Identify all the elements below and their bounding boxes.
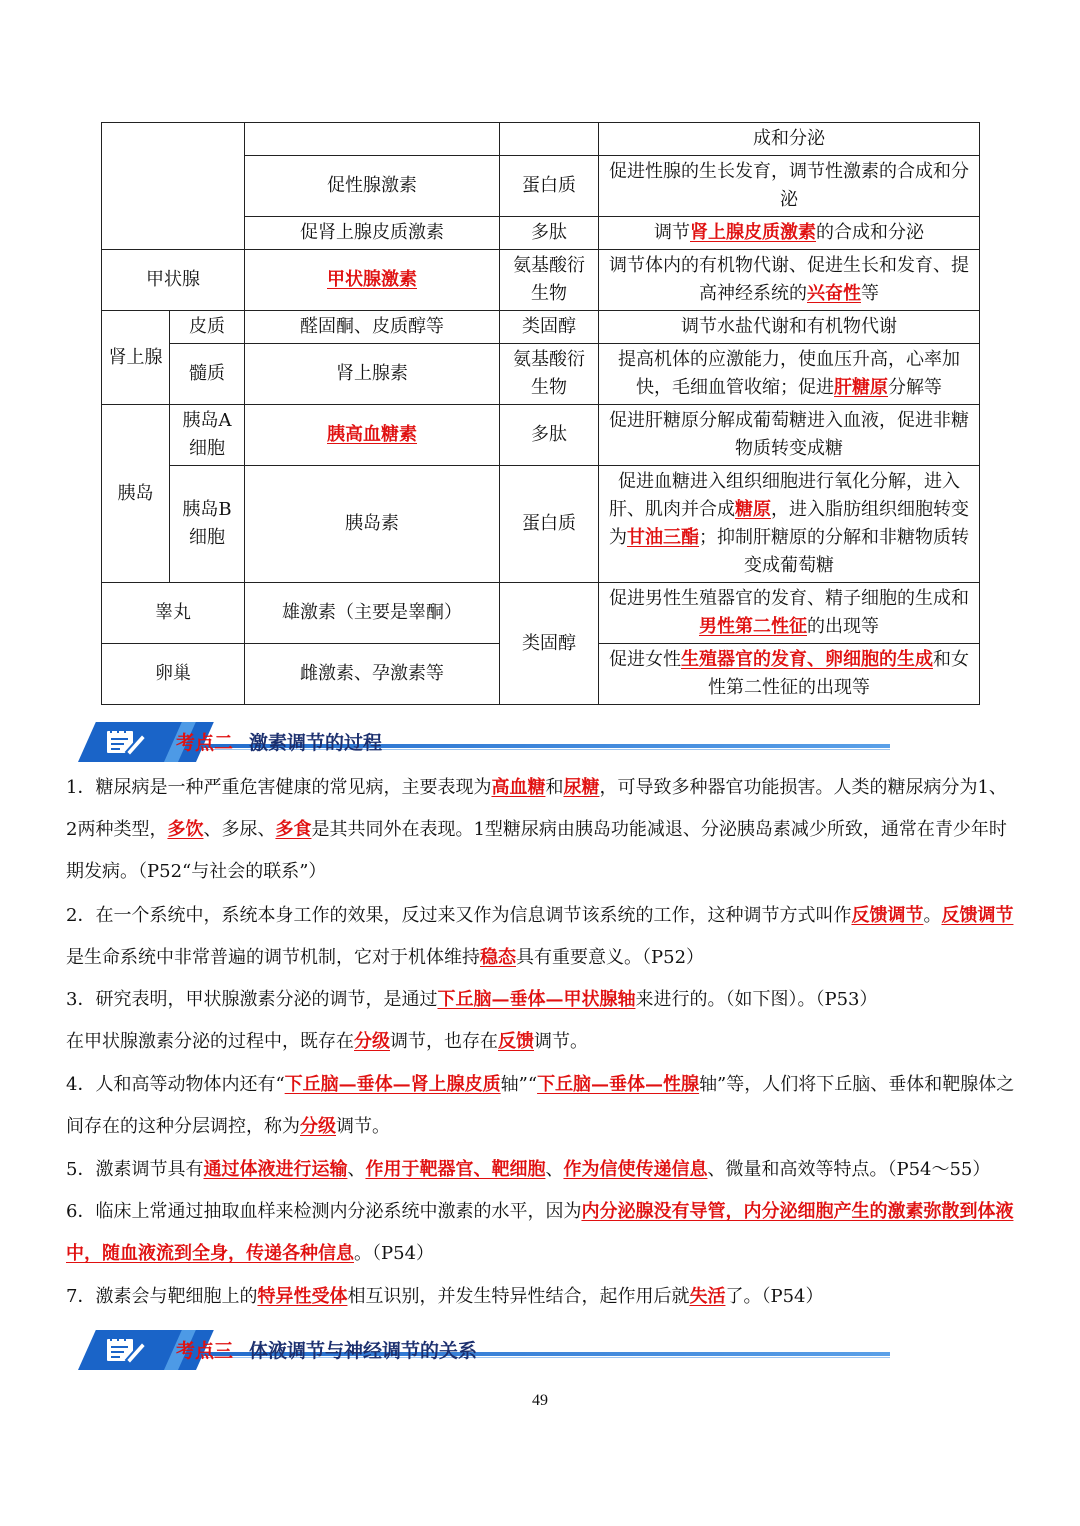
- table-cell: [245, 405, 500, 466]
- table-cell: 胰岛A细胞: [170, 405, 245, 466]
- highlight-text: 男性第二性征: [699, 616, 807, 637]
- section-header-3: [66, 1330, 896, 1374]
- highlight-text: 肝糖原: [834, 377, 888, 398]
- highlight-text: 糖原: [735, 499, 771, 520]
- highlight-text: 高血糖: [491, 777, 546, 798]
- section-header-2: [66, 722, 896, 766]
- table-row: [102, 123, 980, 156]
- section-number: 考点三: [176, 1340, 234, 1362]
- table-cell: 肾上腺: [102, 311, 170, 405]
- table-row: [102, 405, 980, 466]
- highlight-text: 失活: [689, 1286, 726, 1307]
- highlight-text: 分级: [354, 1031, 390, 1052]
- paragraph-3: 3．研究表明，甲状腺激素分泌的调节，是通过下丘脑—垂体—甲状腺轴来进行的。（如下图）。（P53）: [66, 989, 878, 1010]
- paragraph-1: 1．糖尿病是一种严重危害健康的常见病，主要表现为高血糖和尿糖，可导致多种器官功能损害。人类的糖尿病分为1、2两种类型，多饮、多尿、多食是其共同外在表现。1型糖尿病由胰岛功能减退、分泌胰岛素减少所致，通常在青少年时期发病。（P52“与社会的联系”）: [66, 777, 1007, 882]
- table-row: [102, 344, 980, 405]
- table-cell: 多肽: [500, 217, 599, 250]
- section-title-text: 激素调节的过程: [249, 732, 383, 754]
- highlight-text: 反馈调节: [941, 905, 1014, 926]
- table-cell: 类固醇: [500, 583, 599, 705]
- highlight-text: 作用于靶器官、靶细胞: [365, 1159, 546, 1180]
- highlight-text: 甲状腺激素: [327, 269, 417, 290]
- highlight-text: 下丘脑—垂体—性腺: [537, 1074, 700, 1095]
- table-cell: 氨基酸衍生物: [500, 250, 599, 311]
- table-cell: 醛固酮、皮质醇等: [245, 311, 500, 344]
- table-cell: 胰岛B细胞: [170, 466, 245, 583]
- table-cell: 提高机体的应激能力，使血压升高，心率加快，毛细血管收缩；促进肝糖原分解等: [599, 344, 980, 405]
- table-cell: 睾丸: [102, 583, 245, 644]
- table-cell: 雌激素、孕激素等: [245, 644, 500, 705]
- notepad-pencil-icon: [102, 1333, 148, 1365]
- table-cell: 多肽: [500, 405, 599, 466]
- table-cell: 促肾上腺皮质激素: [245, 217, 500, 250]
- highlight-text: 肾上腺皮质激素: [690, 222, 816, 243]
- table-cell: 促进血糖进入组织细胞进行氧化分解，进入肝、肌肉并合成糖原，进入脂肪组织细胞转变为甘油三酯；抑制肝糖原的分解和非糖物质转变成葡萄糖: [599, 466, 980, 583]
- highlight-text: 多饮: [167, 819, 204, 840]
- table-cell: [102, 123, 245, 250]
- table-cell: 类固醇: [500, 311, 599, 344]
- section-title: [176, 1336, 477, 1363]
- highlight-text: 甘油三酯: [627, 527, 699, 548]
- highlight-text: 通过体液进行运输: [203, 1159, 348, 1180]
- paragraph-2: 2．在一个系统中，系统本身工作的效果，反过来又作为信息调节该系统的工作，这种调节方式叫作反馈调节。反馈调节是生命系统中非常普遍的调节机制，它对于机体维持稳态具有重要意义。（P52）: [66, 905, 1014, 968]
- paragraph-4: 4．人和高等动物体内还有“下丘脑—垂体—肾上腺皮质轴”“下丘脑—垂体—性腺轴”等，人们将下丘脑、垂体和靶腺体之间存在的这种分层调控，称为分级调节。: [66, 1074, 1015, 1137]
- highlight-text: 尿糖: [563, 777, 600, 798]
- table-row: [102, 466, 980, 583]
- table-cell: [245, 250, 500, 311]
- highlight-text: 反馈调节: [851, 905, 924, 926]
- table-cell: 促进男性生殖器官的发育、精子细胞的生成和男性第二性征的出现等: [599, 583, 980, 644]
- table-cell: 调节水盐代谢和有机物代谢: [599, 311, 980, 344]
- table-cell: 胰岛: [102, 405, 170, 583]
- table-cell: 肾上腺素: [245, 344, 500, 405]
- highlight-text: 稳态: [480, 947, 516, 968]
- table-cell: 促进女性生殖器官的发育、卵细胞的生成和女性第二性征的出现等: [599, 644, 980, 705]
- table-cell: 卵巢: [102, 644, 245, 705]
- table-cell: [500, 123, 599, 156]
- section-title: [176, 728, 382, 755]
- table-row: [102, 583, 980, 644]
- paragraph-5: 5．激素调节具有通过体液进行运输、作用于靶器官、靶细胞、作为信使传递信息、微量和高效等特点。（P54～55）: [66, 1159, 991, 1180]
- section-number: 考点二: [176, 732, 234, 754]
- table-cell: 促进性腺的生长发育，调节性激素的合成和分泌: [599, 156, 980, 217]
- section-title-text: 体液调节与神经调节的关系: [249, 1340, 478, 1362]
- highlight-text: 胰高血糖素: [327, 424, 417, 445]
- table-cell: 蛋白质: [500, 466, 599, 583]
- highlight-text: 作为信使传递信息: [563, 1159, 708, 1180]
- table-cell: [245, 123, 500, 156]
- highlight-text: 生殖器官的发育、卵细胞的生成: [681, 649, 933, 670]
- table-row: [102, 250, 980, 311]
- table-cell: 雄激素（主要是睾酮）: [245, 583, 500, 644]
- notepad-pencil-icon: [102, 725, 148, 757]
- table-cell: 促进肝糖原分解成葡萄糖进入血液，促进非糖物质转变成糖: [599, 405, 980, 466]
- hormone-table: [101, 122, 980, 705]
- highlight-text: 兴奋性: [807, 283, 861, 304]
- table-cell: 促性腺激素: [245, 156, 500, 217]
- highlight-text: 下丘脑—垂体—肾上腺皮质: [284, 1074, 501, 1095]
- table-cell: 调节体内的有机物代谢、促进生长和发育、提高神经系统的兴奋性等: [599, 250, 980, 311]
- table-cell: 氨基酸衍生物: [500, 344, 599, 405]
- highlight-text: 反馈: [498, 1031, 534, 1052]
- page-number: 49: [532, 1392, 548, 1409]
- table-cell: 皮质: [170, 311, 245, 344]
- paragraph-6: 6．临床上常通过抽取血样来检测内分泌系统中激素的水平，因为内分泌腺没有导管，内分泌细胞产生的激素弥散到体液中，随血液流到全身，传递各种信息。（P54）: [66, 1201, 1014, 1264]
- table-row: [102, 311, 980, 344]
- highlight-text: 内分泌腺没有导管，内分泌细胞产生的激素弥散到体液中，随血液流到全身，传递各种信息: [66, 1201, 1014, 1264]
- table-cell: 调节肾上腺皮质激素的合成和分泌: [599, 217, 980, 250]
- highlight-text: 多食: [275, 819, 312, 840]
- table-cell: 甲状腺: [102, 250, 245, 311]
- table-cell: 成和分泌: [599, 123, 980, 156]
- table-cell: 胰岛素: [245, 466, 500, 583]
- highlight-text: 特异性受体: [257, 1286, 348, 1307]
- paragraph-7: 7．激素会与靶细胞上的特异性受体相互识别，并发生特异性结合，起作用后就失活了。（P54）: [66, 1286, 824, 1307]
- table-cell: 蛋白质: [500, 156, 599, 217]
- highlight-text: 下丘脑—垂体—甲状腺轴: [437, 989, 636, 1010]
- paragraph-3b: 在甲状腺激素分泌的过程中，既存在分级调节，也存在反馈调节。: [66, 1031, 588, 1052]
- highlight-text: 分级: [300, 1116, 336, 1137]
- table-cell: 髓质: [170, 344, 245, 405]
